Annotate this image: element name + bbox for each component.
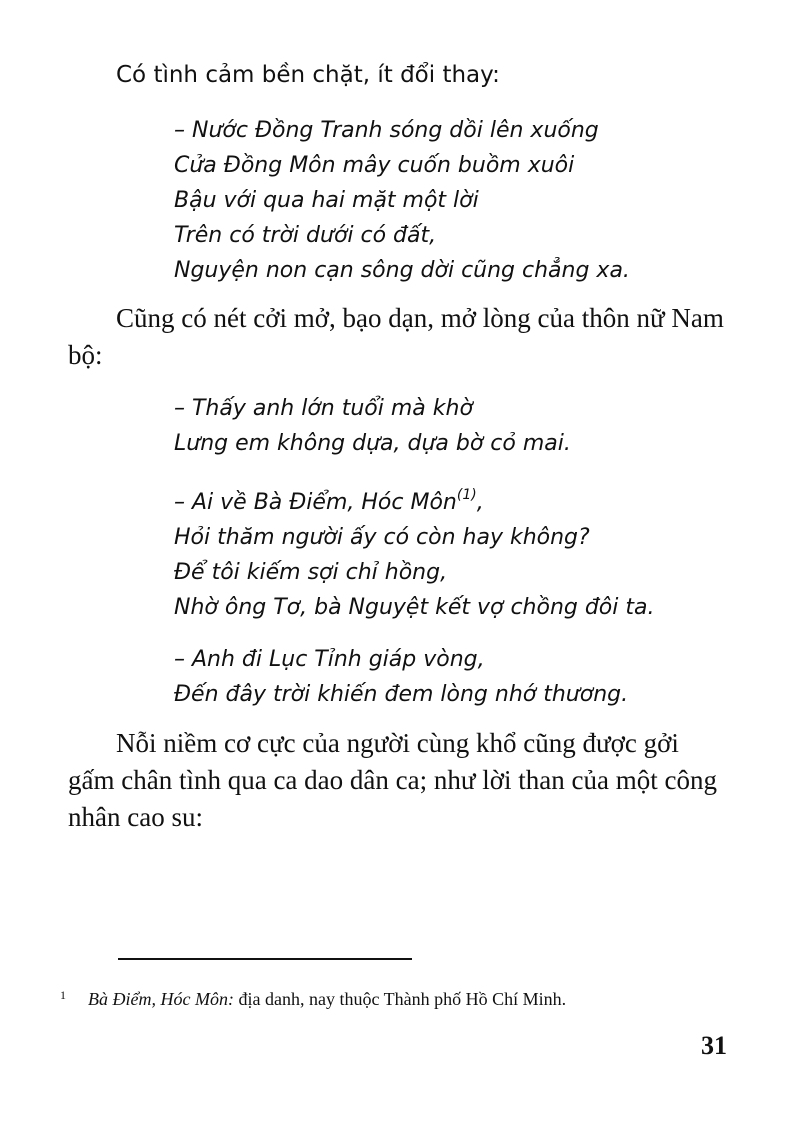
verse-line: Bậu với qua hai mặt một lời — [174, 188, 479, 213]
footnote-reference: (1) — [456, 487, 477, 503]
verse-line: – Thấy anh lớn tuổi mà khờ — [174, 396, 473, 421]
verse-line-punctuation: , — [476, 490, 484, 515]
paragraph-intro-1: Có tình cảm bền chặt, ít đổi thay: — [116, 62, 500, 88]
verse-line — [174, 478, 654, 520]
page-number: 31 — [701, 1031, 727, 1060]
verse-block-2 — [174, 391, 571, 461]
paragraph-text: Nỗi niềm cơ cực của người cùng khổ cũng được gởi gấm chân tình qua ca dao dân ca; như lời than của một công nhân cao su: — [68, 728, 717, 832]
footnote — [60, 983, 566, 1011]
footnote-divider — [118, 958, 412, 960]
paragraph-intro-2 — [68, 300, 728, 374]
verse-line: Nhờ ông Tơ, bà Nguyệt kết vợ chồng đôi ta. — [174, 595, 655, 620]
verse-line: Nguyện non cạn sông dời cũng chẳng xa. — [174, 258, 630, 283]
verse-line: Đến đây trời khiến đem lòng nhớ thương. — [174, 682, 629, 707]
verse-block-1 — [174, 113, 630, 288]
verse-line: Trên có trời dưới có đất, — [174, 223, 437, 248]
paragraph-intro-3 — [68, 725, 728, 836]
paragraph-text: Cũng có nét cởi mở, bạo dạn, mở lòng của thôn nữ Nam bộ: — [68, 303, 724, 370]
footnote-mark: 1 — [60, 988, 66, 1002]
verse-line-text: – Ai về Bà Điểm, Hóc Môn — [174, 490, 457, 515]
verse-line: Hỏi thăm người ấy có còn hay không? — [174, 525, 590, 550]
footnote-text: địa danh, nay thuộc Thành phố Hồ Chí Minh. — [233, 989, 567, 1009]
verse-line: Để tôi kiếm sợi chỉ hồng, — [174, 560, 448, 585]
verse-line: Cửa Đồng Môn mây cuốn buồm xuôi — [174, 153, 575, 178]
verse-line: – Anh đi Lục Tỉnh giáp vòng, — [174, 647, 485, 672]
verse-block-4 — [174, 642, 628, 712]
verse-line: Lưng em không dựa, dựa bờ cỏ mai. — [174, 431, 571, 456]
footnote-term: Bà Điểm, Hóc Môn: — [88, 989, 234, 1009]
verse-block-3 — [174, 478, 654, 625]
verse-line: – Nước Đồng Tranh sóng dồi lên xuống — [174, 118, 599, 143]
